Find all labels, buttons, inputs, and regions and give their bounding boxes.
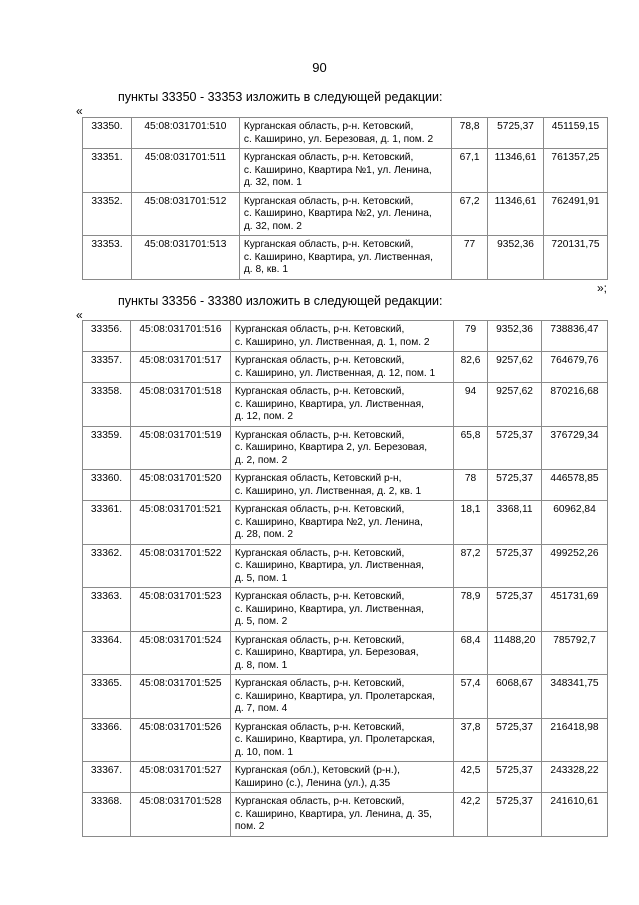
row-number: 33350. — [83, 118, 132, 149]
price-cell: 6068,67 — [488, 675, 542, 719]
address-line: с. Каширино, Квартира, ул. Пролетарская, — [234, 734, 435, 745]
area-cell: 78,9 — [454, 588, 488, 632]
address-line: с. Каширино, Квартира №1, ул. Ленина, — [243, 164, 432, 176]
table-row — [83, 470, 608, 501]
area-cell: 42,2 — [454, 793, 488, 837]
address-line: с. Каширино, Квартира №2, ул. Ленина, — [234, 516, 423, 528]
address-line: с. Каширино, Квартира, ул. Лиственная, — [243, 251, 433, 263]
total-cell: 446578,85 — [542, 470, 608, 501]
row-number: 33365. — [83, 675, 131, 719]
row-number: 33351. — [83, 149, 132, 193]
address-line: Каширино (с.), Ленина (ул.), д.35 — [234, 777, 391, 789]
address-cell — [239, 118, 451, 149]
address-cell — [230, 762, 453, 793]
area-cell: 82,6 — [454, 352, 488, 383]
page-number: 90 — [312, 60, 327, 75]
address-line: с. Каширино, Квартира, ул. Лиственная, — [234, 603, 424, 615]
address-line: с. Каширино, ул. Лиственная, д. 12, пом. 1 — [234, 367, 436, 379]
cadastral-number: 45:08:031701:511 — [131, 149, 239, 193]
row-number: 33358. — [83, 383, 131, 427]
cadastral-number: 45:08:031701:525 — [130, 675, 230, 719]
area-cell: 79 — [454, 321, 488, 352]
table-row — [83, 236, 608, 280]
cadastral-number: 45:08:031701:513 — [131, 236, 239, 280]
area-cell: 87,2 — [454, 544, 488, 588]
address-cell — [230, 675, 453, 719]
table-row — [83, 544, 608, 588]
price-cell: 9352,36 — [488, 321, 542, 352]
area-cell: 77 — [452, 236, 488, 280]
table-row — [83, 118, 608, 149]
table-row — [83, 762, 608, 793]
cadastral-number: 45:08:031701:528 — [130, 793, 230, 837]
section2-open-quote: « — [76, 308, 83, 322]
table-row — [83, 192, 608, 236]
row-number: 33362. — [83, 544, 131, 588]
address-line: с. Каширино, Квартира, ул. Ленина, д. 35, — [234, 808, 432, 820]
section2-intro: пункты 33356 - 33380 изложить в следующей редакции: — [118, 294, 443, 308]
cadastral-number: 45:08:031701:512 — [131, 192, 239, 236]
address-cell — [239, 149, 451, 193]
row-number: 33363. — [83, 588, 131, 632]
table-row — [83, 352, 608, 383]
address-line: Курганская область, р-н. Кетовский, — [234, 324, 405, 335]
address-cell — [230, 631, 453, 675]
table-row — [83, 588, 608, 632]
row-number: 33357. — [83, 352, 131, 383]
address-line: Курганская область, р-н. Кетовский, — [234, 355, 405, 366]
address-line: Курганская область, р-н. Кетовский, — [243, 195, 414, 207]
total-cell: 216418,98 — [542, 718, 608, 762]
address-line: д. 2, пом. 2 — [234, 454, 288, 466]
property-table-2 — [82, 320, 608, 837]
price-cell: 5725,37 — [488, 118, 544, 149]
area-cell: 68,4 — [454, 631, 488, 675]
price-cell: 5725,37 — [488, 588, 542, 632]
address-line: д. 32, пом. 2 — [243, 220, 302, 232]
cadastral-number: 45:08:031701:517 — [130, 352, 230, 383]
address-line: д. 12, пом. 2 — [234, 411, 294, 422]
cadastral-number: 45:08:031701:518 — [130, 383, 230, 427]
price-cell: 11488,20 — [488, 631, 542, 675]
table-row — [83, 501, 608, 545]
address-line: пом. 2 — [234, 821, 265, 832]
total-cell: 451159,15 — [544, 118, 608, 149]
table-row — [83, 675, 608, 719]
address-cell — [230, 544, 453, 588]
address-line: Курганская область, р-н. Кетовский, — [243, 121, 414, 132]
address-line: Курганская область, р-н. Кетовский, — [234, 678, 405, 689]
address-line: Курганская область, Кетовский р-н, — [234, 473, 402, 484]
table-row — [83, 321, 608, 352]
price-cell: 5725,37 — [488, 426, 542, 470]
address-cell — [239, 192, 451, 236]
section1-open-quote: « — [76, 104, 83, 118]
row-number: 33360. — [83, 470, 131, 501]
address-line: с. Каширино, Квартира, ул. Пролетарская, — [234, 690, 435, 702]
price-cell: 3368,11 — [488, 501, 542, 545]
address-line: д. 32, пом. 1 — [243, 177, 302, 188]
table-row — [83, 149, 608, 193]
total-cell: 738836,47 — [542, 321, 608, 352]
address-cell — [230, 352, 453, 383]
area-cell: 94 — [454, 383, 488, 427]
address-line: Курганская область, р-н. Кетовский, — [234, 429, 405, 441]
area-cell: 37,8 — [454, 718, 488, 762]
address-line: Курганская область, р-н. Кетовский, — [234, 591, 405, 602]
row-number: 33361. — [83, 501, 131, 545]
address-line: Курганская область, р-н. Кетовский, — [234, 386, 405, 397]
price-cell: 5725,37 — [488, 762, 542, 793]
address-cell — [230, 718, 453, 762]
address-line: д. 5, пом. 2 — [234, 616, 288, 627]
table-row — [83, 383, 608, 427]
address-line: с. Каширино, Квартира, ул. Лиственная, — [234, 560, 424, 571]
address-line: с. Каширино, ул. Березовая, д. 1, пом. 2 — [243, 133, 434, 145]
area-cell: 67,1 — [452, 149, 488, 193]
total-cell: 60962,84 — [542, 501, 608, 545]
table-row — [83, 631, 608, 675]
address-cell — [230, 321, 453, 352]
total-cell: 376729,34 — [542, 426, 608, 470]
cadastral-number: 45:08:031701:526 — [130, 718, 230, 762]
area-cell: 42,5 — [454, 762, 488, 793]
address-cell — [230, 588, 453, 632]
cadastral-number: 45:08:031701:520 — [130, 470, 230, 501]
row-number: 33366. — [83, 718, 131, 762]
cadastral-number: 45:08:031701:524 — [130, 631, 230, 675]
cadastral-number: 45:08:031701:519 — [130, 426, 230, 470]
total-cell: 451731,69 — [542, 588, 608, 632]
total-cell: 720131,75 — [544, 236, 608, 280]
address-line: д. 7, пом. 4 — [234, 703, 288, 714]
address-line: Курганская область, р-н. Кетовский, — [234, 504, 405, 515]
cadastral-number: 45:08:031701:522 — [130, 544, 230, 588]
table-row — [83, 718, 608, 762]
price-cell: 11346,61 — [488, 149, 544, 193]
table-row — [83, 793, 608, 837]
cadastral-number: 45:08:031701:510 — [131, 118, 239, 149]
row-number: 33359. — [83, 426, 131, 470]
total-cell: 762491,91 — [544, 192, 608, 236]
area-cell: 67,2 — [452, 192, 488, 236]
section1-intro: пункты 33350 - 33353 изложить в следующей редакции: — [118, 90, 443, 104]
area-cell: 65,8 — [454, 426, 488, 470]
address-cell — [230, 470, 453, 501]
row-number: 33367. — [83, 762, 131, 793]
address-line: с. Каширино, Квартира №2, ул. Ленина, — [243, 208, 432, 219]
total-cell: 785792,7 — [542, 631, 608, 675]
total-cell: 241610,61 — [542, 793, 608, 837]
cadastral-number: 45:08:031701:521 — [130, 501, 230, 545]
address-cell — [230, 383, 453, 427]
address-line: Курганская область, р-н. Кетовский, — [234, 547, 405, 559]
cadastral-number: 45:08:031701:516 — [130, 321, 230, 352]
address-line: Курганская область, р-н. Кетовский, — [243, 239, 414, 250]
price-cell: 9352,36 — [488, 236, 544, 280]
price-cell: 5725,37 — [488, 793, 542, 837]
address-line: д. 8, пом. 1 — [234, 659, 288, 671]
total-cell: 764679,76 — [542, 352, 608, 383]
price-cell: 9257,62 — [488, 352, 542, 383]
row-number: 33364. — [83, 631, 131, 675]
total-cell: 870216,68 — [542, 383, 608, 427]
address-line: д. 5, пом. 1 — [234, 572, 288, 584]
address-line: Курганская область, р-н. Кетовский, — [243, 152, 414, 163]
address-line: Курганская область, р-н. Кетовский, — [234, 721, 405, 733]
cadastral-number: 45:08:031701:523 — [130, 588, 230, 632]
price-cell: 5725,37 — [488, 544, 542, 588]
area-cell: 78,8 — [452, 118, 488, 149]
row-number: 33356. — [83, 321, 131, 352]
address-line: с. Каширино, Квартира, ул. Лиственная, — [234, 398, 424, 410]
price-cell: 5725,37 — [488, 718, 542, 762]
price-cell: 9257,62 — [488, 383, 542, 427]
address-line: с. Каширино, Квартира, ул. Березовая, — [234, 647, 419, 658]
address-line: д. 8, кв. 1 — [243, 264, 288, 275]
address-line: с. Каширино, ул. Лиственная, д. 1, пом. 2 — [234, 336, 430, 348]
address-cell — [230, 501, 453, 545]
property-table-1 — [82, 117, 608, 280]
area-cell: 57,4 — [454, 675, 488, 719]
price-cell: 5725,37 — [488, 470, 542, 501]
area-cell: 78 — [454, 470, 488, 501]
row-number: 33353. — [83, 236, 132, 280]
address-line: Курганская (обл.), Кетовский (р-н.), — [234, 765, 400, 776]
total-cell: 499252,26 — [542, 544, 608, 588]
table-row — [83, 426, 608, 470]
total-cell: 348341,75 — [542, 675, 608, 719]
total-cell: 243328,22 — [542, 762, 608, 793]
address-line: д. 28, пом. 2 — [234, 529, 294, 540]
address-line: д. 10, пом. 1 — [234, 746, 294, 758]
section1-close-quote: »; — [597, 281, 608, 295]
address-cell — [239, 236, 451, 280]
price-cell: 11346,61 — [488, 192, 544, 236]
area-cell: 18,1 — [454, 501, 488, 545]
address-line: с. Каширино, Квартира 2, ул. Березовая, — [234, 442, 428, 453]
address-cell — [230, 426, 453, 470]
cadastral-number: 45:08:031701:527 — [130, 762, 230, 793]
total-cell: 761357,25 — [544, 149, 608, 193]
address-line: Курганская область, р-н. Кетовский, — [234, 796, 405, 807]
address-cell — [230, 793, 453, 837]
row-number: 33368. — [83, 793, 131, 837]
row-number: 33352. — [83, 192, 132, 236]
address-line: Курганская область, р-н. Кетовский, — [234, 634, 405, 646]
address-line: с. Каширино, ул. Лиственная, д. 2, кв. 1 — [234, 485, 422, 497]
